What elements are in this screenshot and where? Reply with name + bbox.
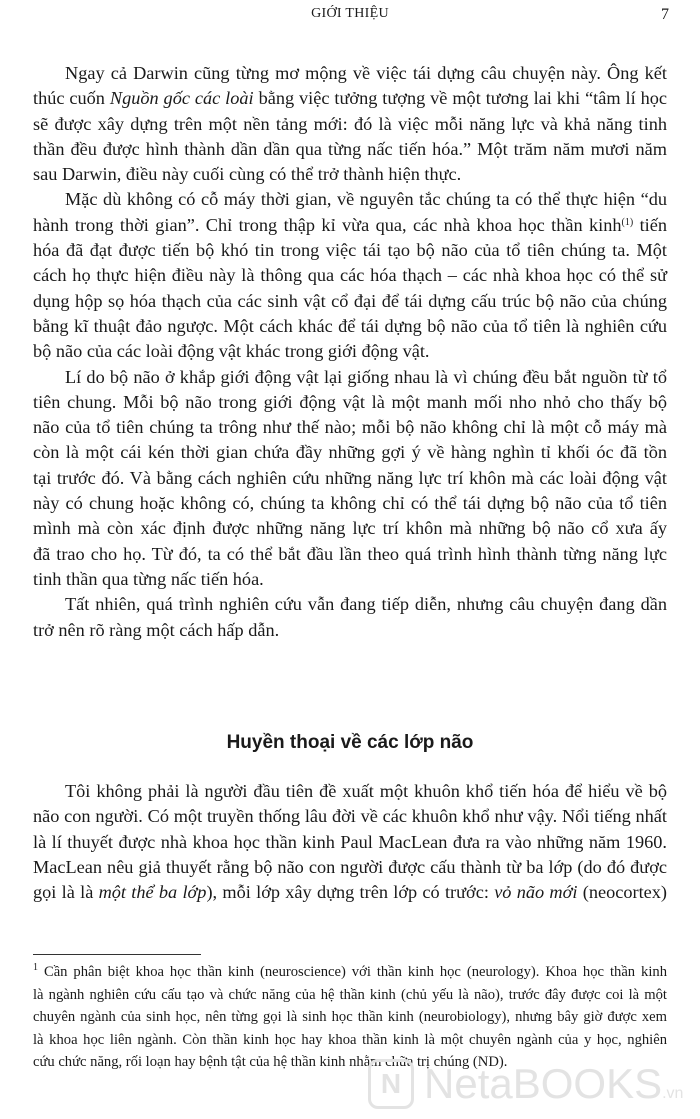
text-line	[33, 162, 667, 187]
text-segment: tiến	[633, 214, 668, 235]
text-line	[33, 440, 667, 465]
text-segment: Mặc dù không có cỗ máy thời gian, về nguyên tắc chúng ta có thể thực hiện “du	[65, 189, 667, 210]
text-segment: này có chung hoặc không có, chúng ta không chỉ có thể tái dựng bộ não của tổ tiên	[33, 493, 667, 514]
paragraph	[33, 779, 667, 905]
text-segment: còn là một cái kén thời gian chứa đầy những gợi ý về hàng nghìn tỉ khối óc đã tồn	[33, 442, 667, 463]
text-line	[33, 415, 667, 440]
paragraph	[33, 61, 667, 187]
text-segment: là khoa học liên ngành. Còn thần kinh học hay khoa thần kinh là một chuyên ngành của y học, nghiên	[33, 1031, 667, 1048]
text-line	[33, 466, 667, 491]
text-line	[33, 984, 667, 1007]
page-number: 7	[661, 6, 669, 23]
text-line	[33, 1029, 667, 1052]
text-segment: là lí thuyết được nhà khoa học thần kinh Paul MacLean đưa ra vào những năm 1960.	[33, 831, 667, 852]
text-line	[33, 187, 667, 212]
text-line	[33, 592, 667, 617]
text-segment: cách họ thực hiện điều này là thông qua các hóa thạch – các nhà khoa học có thể sử	[33, 265, 667, 286]
text-segment: (neocortex)	[577, 882, 667, 903]
text-line	[33, 365, 667, 390]
section-heading: Huyền thoại về các lớp não	[226, 732, 474, 753]
body-text-bottom	[33, 779, 667, 905]
paragraph	[33, 592, 667, 643]
watermark-suffix: .vn	[662, 1085, 684, 1102]
text-line	[33, 567, 667, 592]
footnote-marker: 1	[33, 962, 38, 973]
text-line	[33, 112, 667, 137]
text-segment: Tôi không phải là người đầu tiên đề xuất một khuôn khổ tiến hóa để hiểu về bộ	[65, 781, 667, 801]
text-line	[33, 137, 667, 162]
body-text-top	[33, 61, 667, 643]
paragraph	[33, 187, 667, 364]
text-segment: cứu chức năng, rối loạn hay bệnh tật của hệ thần kinh nhằm chữa trị chúng (ND).	[33, 1054, 508, 1070]
italic-text: vỏ não mới	[494, 882, 578, 903]
text-line	[33, 855, 667, 880]
watermark-text: NetaBOOKS	[424, 1060, 663, 1107]
text-segment: dụng hộp sọ hóa thạch của các sinh vật cổ đại để tái dựng cấu trúc bộ não của chúng	[33, 290, 667, 311]
text-segment: bằng kĩ thuật đảo ngược. Một cách khác để tái dựng bộ não của tổ tiên là nghiên cứu	[33, 315, 667, 336]
text-line	[33, 830, 667, 855]
text-line	[33, 86, 667, 111]
text-segment: tinh thần qua từng nấc tiến hóa.	[33, 568, 264, 589]
text-line	[33, 61, 667, 86]
text-line	[33, 961, 667, 984]
footnote-divider	[33, 954, 201, 955]
text-line	[33, 1006, 667, 1029]
text-segment: trở nên rõ ràng một cách hấp dẫn.	[33, 619, 280, 640]
text-segment: Lí do bộ não ở khắp giới động vật lại giống nhau là vì chúng đều bắt nguồn từ tổ	[65, 366, 667, 387]
italic-text: Nguồn gốc các loài	[109, 88, 254, 109]
chapter-title: GIỚI THIỆU	[311, 6, 389, 21]
watermark-logo-icon: N	[368, 1059, 414, 1109]
text-segment: tiên chung. Mỗi bộ não trong giới động vật là một manh mối nho nhỏ cho thấy bộ	[33, 391, 667, 412]
text-segment: đã trao cho họ. Từ đó, ta có thể bắt đầu lần theo quá trình hình thành từng năng lực	[33, 543, 667, 564]
text-line	[33, 390, 667, 415]
text-segment: hành trong thời gian”. Chỉ trong thập kỉ vừa qua, các nhà khoa học thần kinh	[33, 214, 622, 235]
text-segment: thúc cuốn	[33, 88, 110, 109]
text-line	[33, 542, 667, 567]
text-line	[33, 238, 667, 263]
text-line	[33, 213, 667, 238]
text-segment: gọi là là	[33, 882, 99, 903]
text-segment: là ngành nghiên cứu cấu tạo và chức năng của hệ thần kinh (chủ yếu là não), trước đây được coi là một	[33, 986, 667, 1003]
text-line	[33, 339, 667, 364]
text-segment: tại trước đó. Và bằng cách nghiên cứu những năng lực trí khôn mà các loài động vật	[33, 467, 667, 488]
paragraph	[33, 365, 667, 593]
text-segment: hóa đã đạt được tiến bộ khó tin trong việc tái tạo bộ não của tổ tiên chúng ta. Một	[33, 240, 667, 261]
text-segment: bằng việc tưởng tượng về một tương lai khi “tâm lí học	[253, 88, 668, 109]
text-line	[33, 263, 667, 288]
text-line	[33, 314, 667, 339]
text-segment: chuyên ngành của sinh học, nên từng gọi là sinh học thần kinh (neurobiology), nhưng bây giờ được xem	[33, 1009, 667, 1025]
text-segment: não con người. Có một truyền thống lâu đời về các khuôn khổ như vậy. Nổi tiếng nhất	[33, 806, 667, 827]
text-segment: não của tổ tiên chúng ta trông như thế nào; mỗi bộ não không chỉ là một cỗ máy mà	[33, 417, 667, 438]
text-segment: Ngay cả Darwin cũng từng mơ mộng về việc tái dựng câu chuyện này. Ông kết	[65, 63, 667, 83]
text-segment: thần đều được hình thành dần dần qua từng nấc tiến hóa.” Một trăm năm mươi năm	[33, 138, 667, 159]
running-header	[0, 6, 700, 26]
text-segment: sẽ được xây dựng trên một nền tảng mới: đó là việc mỗi năng lực và khả năng tinh	[33, 113, 667, 134]
text-line	[33, 804, 667, 829]
text-segment: ), mỗi lớp xây dựng trên lớp có trước:	[206, 882, 495, 903]
text-segment: sau Darwin, điều này cuối cùng có thể trở thành hiện thực.	[33, 164, 462, 185]
text-line	[33, 289, 667, 314]
text-segment: Cần phân biệt khoa học thần kinh (neuroscience) với thần kinh học (neurology). Khoa học thần kinh	[38, 964, 667, 980]
italic-text: một thể ba lớp	[98, 882, 207, 903]
text-segment: mình mà còn xác định được những năng lực trí khôn mà những bộ não cổ xưa ấy	[33, 518, 667, 539]
footnote-marker: (1)	[621, 216, 634, 228]
text-line	[33, 516, 667, 541]
text-line	[33, 618, 667, 643]
text-line	[33, 779, 667, 804]
text-segment: bộ não của các loài động vật khác trong giới động vật.	[33, 341, 430, 362]
text-segment: Tất nhiên, quá trình nghiên cứu vẫn đang tiếp diễn, nhưng câu chuyện đang dần	[65, 594, 667, 615]
text-line	[33, 880, 667, 905]
text-line	[33, 491, 667, 516]
text-segment: MacLean nêu giả thuyết rằng bộ não con người được cấu thành từ ba lớp (do đó được	[33, 856, 667, 877]
watermark	[368, 1055, 698, 1115]
